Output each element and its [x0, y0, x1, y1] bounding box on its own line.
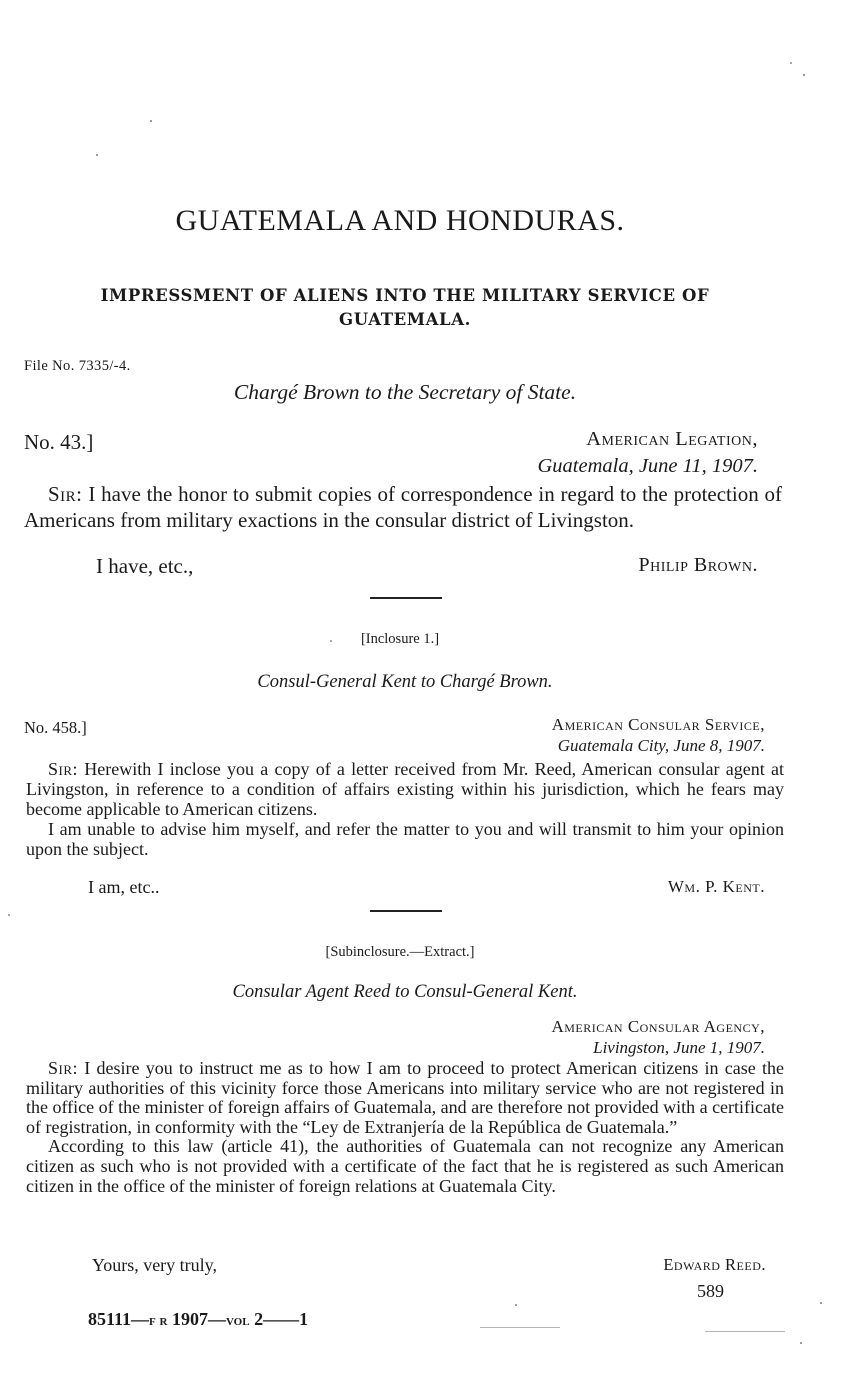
- scan-speck: [8, 914, 10, 916]
- letter3-title: Consular Agent Reed to Consul-General Kent.: [232, 982, 578, 1002]
- letter2-address: [400, 714, 765, 756]
- letter2-address-line2: Guatemala City, June 8, 1907.: [557, 736, 765, 755]
- letter3-closing: Yours, very truly,: [92, 1255, 218, 1275]
- scan-smudge: [705, 1331, 785, 1332]
- letter3-body: [26, 1059, 784, 1196]
- scan-speck: [330, 640, 332, 642]
- letter2-address-line1: American Consular Service,: [551, 715, 765, 734]
- scan-speck: [803, 74, 805, 76]
- letter1-body-text: I have the honor to submit copies of correspondence in regard to the protection of Americans from military exactions in the consular district of Livingston.: [24, 482, 783, 532]
- separator-rule: [370, 597, 442, 599]
- print-footer: 85111—f r 1907—vol 2——1: [88, 1309, 309, 1329]
- separator-rule: [370, 910, 442, 912]
- letter3-address: [400, 1016, 765, 1058]
- letter2-paragraph1: Herewith I inclose you a copy of a letter received from Mr. Reed, American consular agent at Livingston, in reference to a condition of affairs existing within his jurisdiction, which he fears may become applicable to American citizens.: [26, 759, 784, 819]
- letter1-body: [24, 482, 782, 533]
- letter3-salutation: Sir:: [48, 1058, 79, 1078]
- scan-speck: [820, 1302, 822, 1304]
- letter2-title: Consul-General Kent to Chargé Brown.: [257, 672, 553, 692]
- scan-speck: [150, 120, 152, 122]
- scan-speck: [800, 1342, 802, 1344]
- section-heading-line2: GUATEMALA.: [339, 310, 471, 329]
- letter1-address: [400, 426, 758, 480]
- letter1-address-line1: American Legation,: [586, 428, 758, 450]
- letter3-paragraph2: According to this law (article 41), the authorities of Guatemala can not recognize any American citizen as such who is not provided with a certificate of the fact that he is registered as such American citizen in the office of the minister of foreign relations at Guatemala City.: [26, 1136, 784, 1196]
- page-number: 589: [697, 1281, 724, 1301]
- scan-speck: [96, 154, 98, 156]
- letter2-salutation: Sir:: [48, 759, 79, 779]
- letter1-signature: Philip Brown.: [638, 554, 758, 576]
- letter1-closing: I have, etc.,: [96, 554, 194, 578]
- letter3-address-line1: American Consular Agency,: [551, 1017, 765, 1036]
- letter2-number: No. 458.]: [24, 718, 87, 737]
- section-heading: [40, 284, 770, 332]
- letter3-address-line2: Livingston, June 1, 1907.: [593, 1038, 765, 1057]
- subinclosure-label: [Subinclosure.—Extract.]: [325, 944, 475, 960]
- file-number: File No. 7335/-4.: [24, 358, 131, 374]
- letter1-title: Chargé Brown to the Secretary of State.: [233, 380, 577, 404]
- letter3-signature: Edward Reed.: [663, 1255, 766, 1274]
- section-heading-line1: IMPRESSMENT OF ALIENS INTO THE MILITARY SERVICE OF: [100, 286, 710, 305]
- letter2-body: [26, 759, 784, 859]
- letter1-salutation: Sir:: [48, 482, 83, 506]
- letter1-address-line2: Guatemala, June 11, 1907.: [537, 455, 758, 477]
- scan-smudge: [480, 1327, 560, 1328]
- scan-speck: [790, 62, 792, 64]
- letter2-signature: Wm. P. Kent.: [667, 877, 765, 896]
- letter1-number: No. 43.]: [24, 430, 94, 454]
- letter2-closing: I am, etc..: [88, 877, 160, 897]
- scan-speck: [515, 1304, 517, 1306]
- letter2-paragraph2: I am unable to advise him myself, and refer the matter to you and will transmit to him your opinion upon the subject.: [26, 819, 784, 859]
- inclosure-label: [Inclosure 1.]: [360, 631, 440, 647]
- page-title: GUATEMALA AND HONDURAS.: [175, 204, 625, 237]
- letter3-paragraph1: I desire you to instruct me as to how I am to proceed to protect American citizens in case the military authorities of this vicinity force those Americans into military service who are not registered in the office of the minister of foreign affairs of Guatemala, and are therefore not provided with a certificate of registration, in conformity with the “Ley de Extranjería de la República de Guatemala.”: [26, 1058, 785, 1137]
